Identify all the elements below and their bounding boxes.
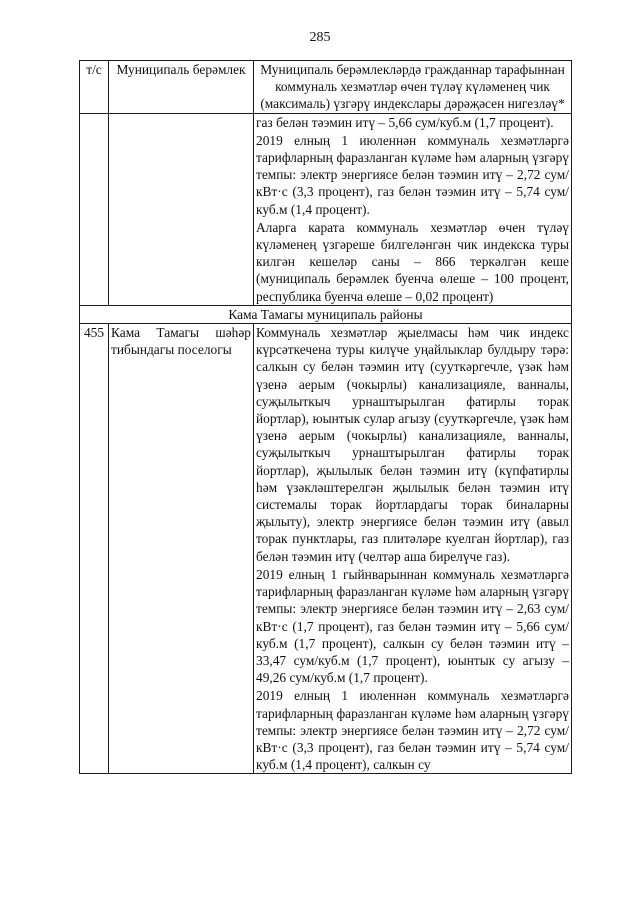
- municipality-name: Кама Тамагы шәһәр тибындагы поселогы: [109, 324, 254, 774]
- table-row-continuation: [80, 113, 572, 305]
- table-header-row: [80, 61, 572, 114]
- tariff-table: [79, 60, 572, 774]
- cell-justification: [254, 324, 572, 774]
- cell-number-empty: [80, 113, 109, 305]
- paragraph: 2019 елның 1 июленнән коммуналь хезмәтләргә тарифларның фаразланган күләме һәм аларның үзгәрү темпы: электр энергиясе белән тәэмин итү – 2,72 сум/кВт·с (3,3 процент), газ белән тәэмин итү – 5,74 сум/куб.м (1,4 процент).: [256, 132, 569, 217]
- table-section-row: [80, 305, 572, 323]
- paragraph: Коммуналь хезмәтләр җыелмасы һәм чик индекс күрсәткечена туры килүче уңайлыклар булдыру тәрә: салкын су белән тәэмин итү (сууткәргечле, үзәк һәм үзенә аерым (чокырлы) канализацияле, ванналы, суҗылыткыч урнаштырылган фатирлы торак йортлар), юынтык сулар агызу (сууткәргечле, үзәк һәм үзенә аерым (чокырлы) канализацияле, ванналы, суҗылыткыч урнаштырылган фатирлы торак йортлар), җылылык белән тәэмин итү (күпфатирлы һәм үзәкләштерелгән җылылык белән тәэмин итү системалы торак йортлардагы торак биналарны җылыту), электр энергиясе белән тәэмин итү (авыл торак пунктлары, газ плитәләре куелган йортлар), газ белән тәэмин итү (челтәр аша бирелүче газ).: [256, 325, 569, 564]
- paragraph: 2019 елның 1 гыйнварыннан коммуналь хезмәтләргә тарифларның фаразланган күләме һәм аларның үзгәрү темпы: электр энергиясе белән тәэмин итү – 2,63 сум/кВт·с (1,7 процент), газ белән тәэмин итү – 5,66 сум/куб.м (1,7 процент), салкын су белән тәэмин итү – 33,47 сум/куб.м (1,7 процент), юынтык су агызу – 49,26 сум/куб.м (1,7 процент).: [256, 566, 569, 686]
- cell-justification-continued: [254, 113, 572, 305]
- table-row: [80, 324, 572, 774]
- column-header-number: т/с: [80, 61, 109, 114]
- page-number: 285: [309, 30, 331, 45]
- paragraph: 2019 елның 1 июленнән коммуналь хезмәтләргә тарифларның фаразланган күләме һәм аларның үзгәрү темпы: электр энергиясе белән тәэмин итү – 2,72 сум/кВт·с (3,3 процент), газ белән тәэмин итү – 5,74 сум/куб.м (1,4 процент), салкын су: [256, 688, 569, 773]
- paragraph: Аларга карата коммуналь хезмәтләр өчен түләү күләменең үзгәреше билгеләнгән чик индекска туры килгән кешеләр саны – 866 теркәлгән кеше (муниципаль берәмлек буенча өлеше – 100 процент, республика буенча өлеше – 0,02 процент): [256, 219, 569, 304]
- column-header-municipality: Муниципаль берәмлек: [109, 61, 254, 114]
- row-number: 455: [80, 324, 109, 774]
- section-title: Кама Тамагы муниципаль районы: [80, 305, 572, 323]
- cell-municipality-empty: [109, 113, 254, 305]
- paragraph: газ белән тәэмин итү – 5,66 сум/куб.м (1,7 процент).: [256, 114, 554, 130]
- column-header-justification: Муниципаль берәмлекләрдә гражданнар тарафыннан коммуналь хезмәтләр өчен түләү күләменең чик (максималь) үзгәрү индекслары дәрәҗәсен нигезләү*: [254, 61, 572, 114]
